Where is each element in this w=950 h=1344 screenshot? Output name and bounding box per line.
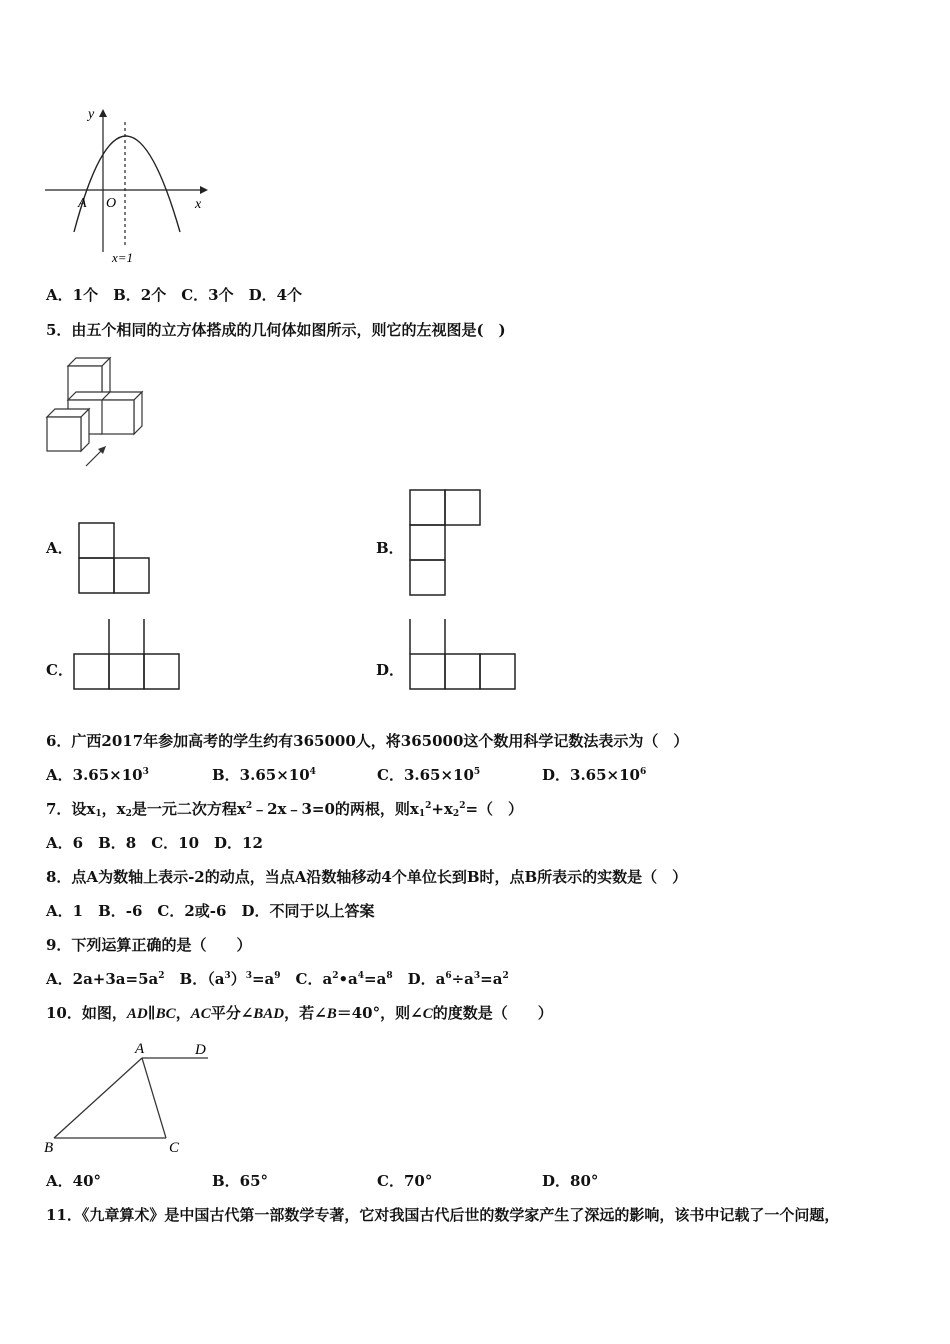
q9-stem: 9．下列运算正确的是（ ） [46,936,252,954]
point-a-label: A [78,196,87,211]
cube-solid-figure [44,358,154,473]
q6-option-d: D．$3.65\times 10^6$ [542,766,647,784]
symmetry-axis-label: x=1 [112,250,134,265]
q9-options: A．$2a+3a=5a^2$ B．$(a^3)^3=a^9$ C．$a^2•a^4=a^8$ D．$a^6\div a^3=a^2$ [46,970,509,988]
q11-stem: 11．《九章算术》是中国古代第一部数学专著，它对我国古代后世的数学家产生了深远的影响，该书中记载了一个问题， [46,1206,840,1224]
parabola-curve [74,136,180,232]
q7-options: A．6 B．8 C．10 D．12 [46,834,263,852]
q7-stem: 7．设$x_1$，$x_2$是一元二次方程$x^2﹣2x﹣3=0$的两根，则$x_1^2+x_2^2=$（ ） [46,800,524,819]
q5-option-b-label: B． [376,539,404,557]
x-axis-arrow [200,186,208,194]
q10-option-d: D．80° [542,1172,599,1190]
q5-stem: 5．由五个相同的立方体搭成的几何体如图所示，则它的左视图是( ) [46,321,506,339]
origin-label: O [106,196,117,211]
q5-option-d-label: D． [376,661,405,679]
q5-option-a-label: A． [46,539,73,557]
q5-option-c-figure [73,618,185,694]
q8-options: A．1 B．-6 C．2或-6 D．不同于以上答案 [46,902,375,920]
q4-options: A．1个 B．2个 C．3个 D．4个 [46,286,303,304]
vertex-a-label: A [135,1041,145,1057]
q10-stem: 10．如图，AD∥BC，AC平分∠BAD，若∠B＝40°，则∠C的度数是（ ） [46,1004,553,1022]
q10-option-c: C．70° [377,1172,433,1190]
q6-option-c: C．$3.65\times 10^5$ [377,766,481,784]
q10-option-b: B．65° [212,1172,269,1190]
q5-option-a-figure [78,522,154,598]
point-d-label: D [195,1042,206,1058]
q8-stem: 8．点A为数轴上表示-2的动点，当点A沿数轴移动4个单位长到B时，点B所表示的实数是（ ） [46,868,688,886]
parabola-graph [40,104,220,266]
vertex-c-label: C [169,1140,180,1156]
y-axis-arrow [99,109,107,117]
q6-option-b: B．$3.65\times 10^4$ [212,766,316,784]
x-axis-label: x [195,197,202,212]
q6-stem: 6．广西2017年参加高考的学生约有365000人，将365000这个数用科学记数法表示为（ ） [46,732,689,750]
vertex-b-label: B [44,1140,54,1156]
triangle-figure [42,1038,222,1156]
q5-option-d-figure [409,618,521,694]
q5-option-c-label: C． [46,661,73,679]
q10-option-a: A．40° [46,1172,102,1190]
q5-option-b-figure [409,489,485,599]
q6-option-a: A．$3.65\times 10^3$ [46,766,149,784]
y-axis-label: y [88,107,95,122]
